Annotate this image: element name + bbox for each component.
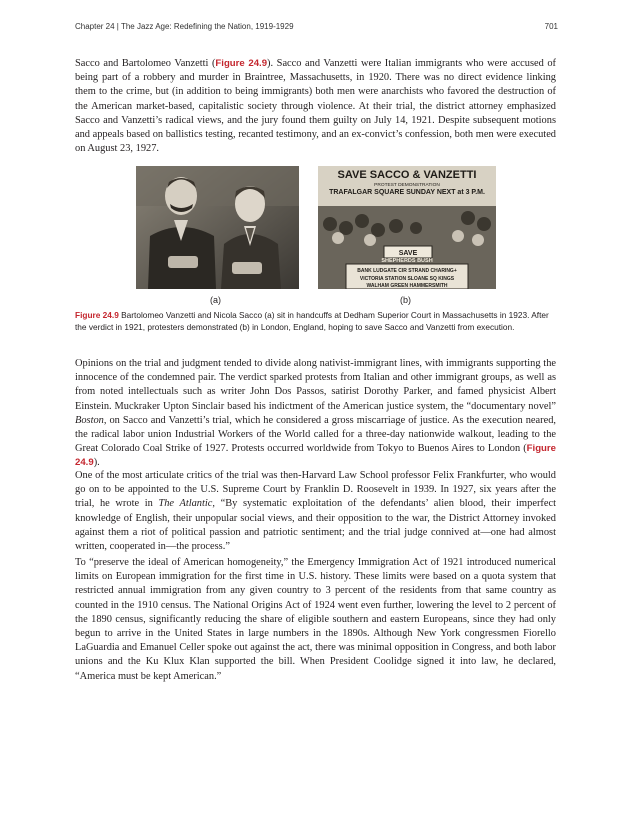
- page-header: [75, 22, 558, 34]
- bus-sign-line-1: BANK LUDGATE CIR STRAND CHARING+: [357, 268, 457, 274]
- courtroom-photo-image: [136, 166, 299, 289]
- para2-text-b: , on Sacco and Vanzetti’s trial, which he considered a gross miscarriage of justice. As the execution neared, the radical labor union Industrial Workers of the World called for a three-day nationwide walkout, leading to the Great Colorado Coal Strike of 1927. Protests occurred worldwide from Tokyo to Buenos Aires to London (: [75, 414, 556, 455]
- magazine-title-atlantic: The Atlantic: [158, 498, 213, 510]
- page-number: 701: [544, 22, 558, 31]
- figure-label-a: (a): [210, 295, 221, 305]
- paragraph-frankfurter: [75, 469, 556, 554]
- protest-photo-image: [318, 166, 496, 289]
- para2-text-a: Opinions on the trial and judgment tended to divide along nativist-immigrant lines, with immigrants supporting the innocence of the condemned pair. The verdict sparked protests from Italian and other immigrant groups, as well as from noted intellectuals such as writer John Dos Passos, satirist Dorothy Parker, and famed physicist Albert Einstein. Muckraker Upton Sinclair based his indictment of the American justice system, the “documentary novel”: [75, 358, 556, 412]
- photo-london-protest: [318, 166, 496, 289]
- para3-text-b: , “By systematic exploitation of the defendants’ alien blood, their imperfect knowledge of English, their unpopular social views, and their opposition to the war, the District Attorney invoked against them a riot of political passion and patriotic sentiment; and the trial judge connived at—one had almost written, cooperated in—the process.”: [75, 498, 556, 553]
- photo-vanzetti-sacco-court: [136, 166, 299, 289]
- book-title-boston: Boston: [75, 414, 104, 426]
- caption-figure-number: Figure 24.9: [75, 310, 119, 320]
- paragraph-sacco-vanzetti-intro: [75, 57, 556, 156]
- sign-save: SAVE: [398, 250, 418, 257]
- bus-sign-line-3: WALHAM GREEN HAMMERSMITH: [366, 283, 448, 289]
- figure-label-b: (b): [400, 295, 411, 305]
- para4-text: To “preserve the ideal of American homogeneity,” the Emergency Immigration Act of 1921 introduced numerical limits on European immigration for the first time in U.S. history. These limits were based on a quota system that restricted annual immigration from any given country to 3 percent of the residents from that same country as counted in the 1910 census. The National Origins Act of 1924 went even further, lowering the level to 2 percent of the 1890 census, significantly reducing the share of eligible southern and eastern Europeans, since they had only begun to arrive in the United States in large numbers in the 1890s. Although New York congressmen Fiorello LaGuardia and Emanuel Celler spoke out against the act, there was minimal opposition in Congress, and both labor unions and the Ku Klux Klan supported the bill. When President Coolidge signed it into law, he declared, “America must be kept American.”: [75, 557, 556, 682]
- running-head: Chapter 24 | The Jazz Age: Redefining the Nation, 1919-1929: [75, 22, 294, 31]
- sign-shepherds-bush: SHEPHERDS BUSH: [381, 258, 433, 264]
- figure-24-9-link[interactable]: Figure 24.9: [215, 58, 268, 69]
- poster-subline: PROTEST DEMONSTRATION: [374, 183, 440, 188]
- para1-text-a: Sacco and Bartolomeo Vanzetti (: [75, 58, 216, 69]
- para1-text-b: ). Sacco and Vanzetti were Italian immigrants who were accused of being part of a robbery and murder in Braintree, Massachusetts, in 1920. There was no direct evidence linking them to the crime, but (in addition to being immigrants) both men were anarchists who favored the destruction of the American market-based, capitalistic society through violence. At their trial, the district attorney emphasized Sacco and Vanzetti’s radical views, and the jury found them guilty on July 14, 1921. Despite subsequent motions and appeals based on ballistics testing, recanted testimony, and an ex-convict’s confession, both men were executed on August 23, 1927.: [75, 58, 557, 155]
- para2-text-c: ).: [93, 457, 100, 469]
- figure-caption: [75, 310, 557, 333]
- para3-text-a: One of the most articulate critics of the trial was then-Harvard Law School professor Felix Frankfurter, who would go on to be appointed to the U.S. Supreme Court by Franklin D. Roosevelt in 1939. In 1927, six years after the trial, he wrote in: [75, 470, 556, 510]
- poster-location: TRAFALGAR SQUARE SUNDAY NEXT at 3 P.M.: [329, 189, 485, 196]
- bus-sign-line-2: VICTORIA STATION SLOANE SQ KINGS: [359, 276, 455, 282]
- caption-text: Bartolomeo Vanzetti and Nicola Sacco (a) sit in handcuffs at Dedham Superior Court in Massachusetts in 1923. After the verdict in 1921, protesters demonstrated (b) in London, England, hoping to save Sacco and Vanzetti from execution.: [75, 310, 549, 332]
- poster-headline: SAVE SACCO & VANZETTI: [337, 169, 477, 181]
- figure-24-9-link-2[interactable]: Figure 24.9: [75, 443, 556, 469]
- paragraph-immigration-act: [75, 556, 556, 684]
- paragraph-opinions-trial: [75, 357, 556, 471]
